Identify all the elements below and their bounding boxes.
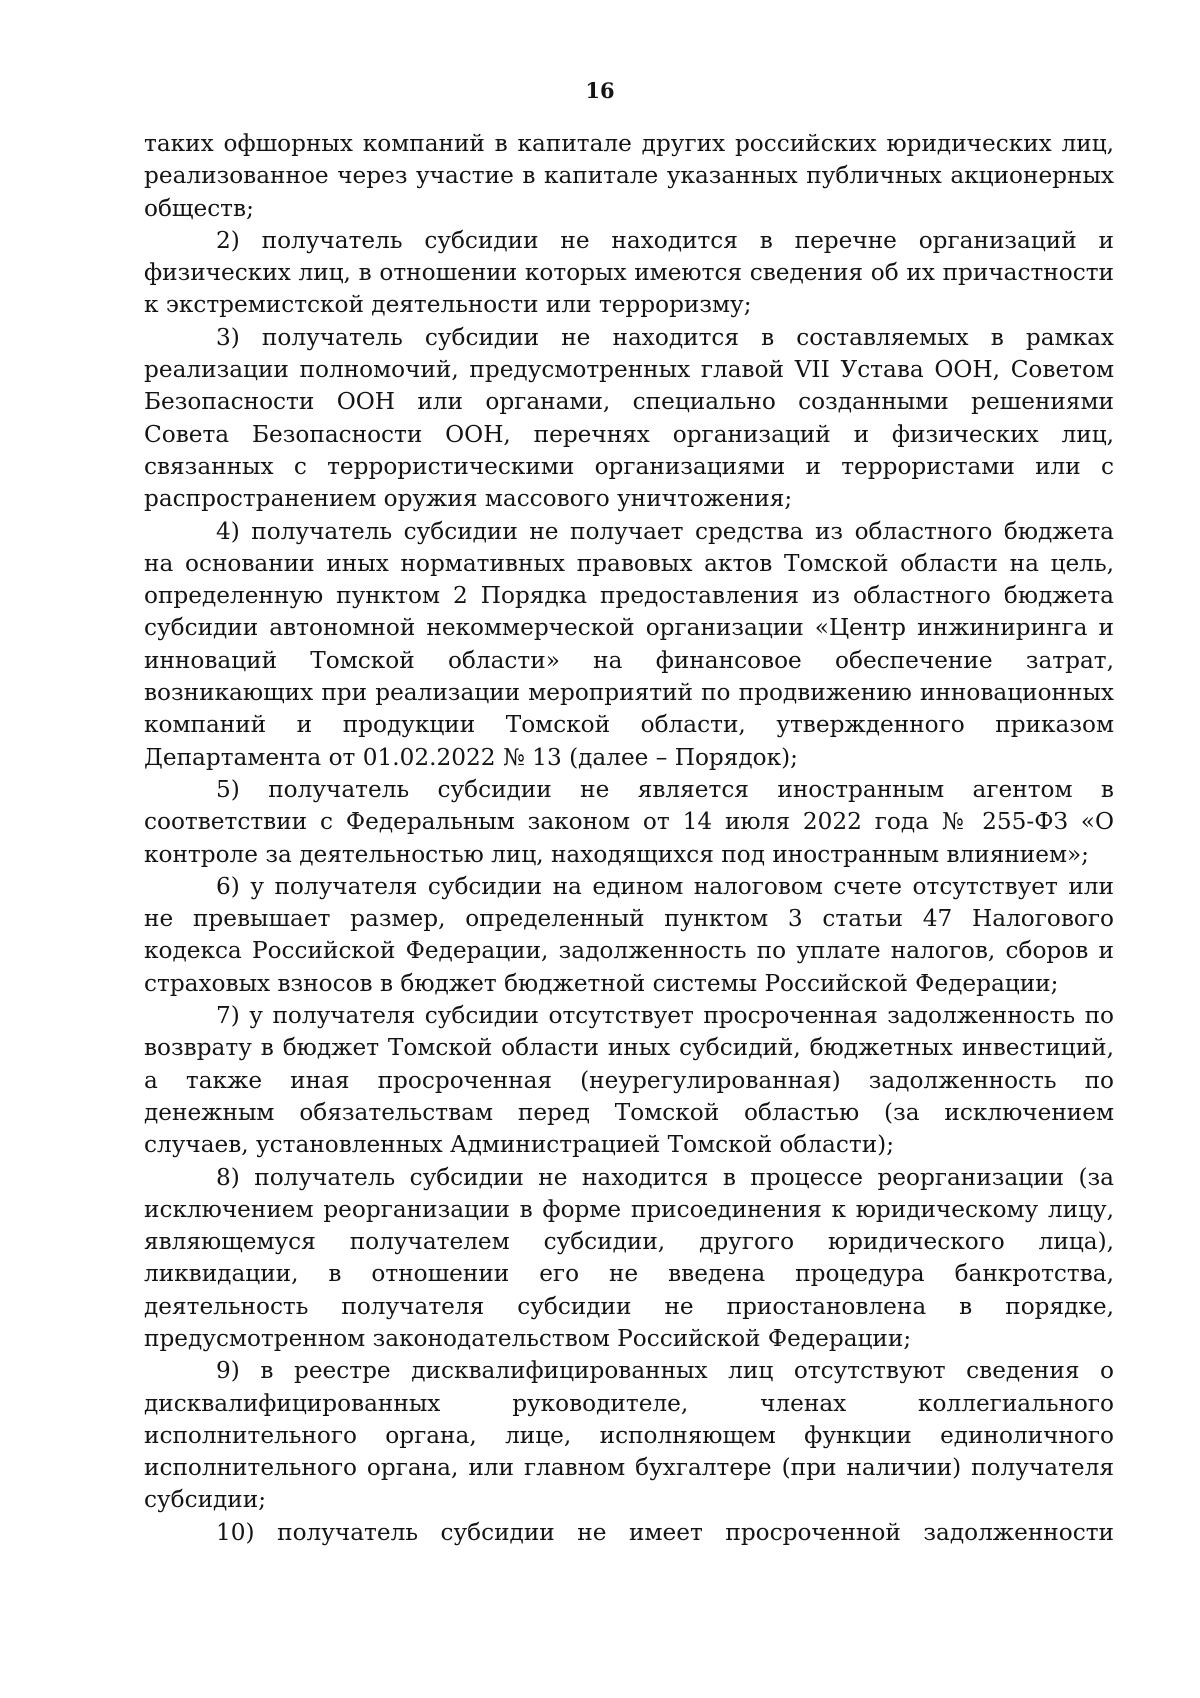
- page-number: 16: [585, 78, 615, 103]
- paragraph-item-7: 7) у получателя субсидии отсутствует просроченная задолженность по возврату в бюджет Томской области иных субсидий, бюджетных инвестиций, а также иная просроченная (неурегулированная) задолженность по денежным обязательствам перед Томской областью (за исключением случаев, установленных Администрацией Томской области);: [144, 1002, 1114, 1159]
- paragraph-item-10: 10) получатель субсидии не имеет просроченной задолженности: [216, 1518, 1114, 1546]
- paragraph-item-8: 8) получатель субсидии не находится в процессе реорганизации (за исключением реорганизации в форме присоединения к юридическому лицу, являющемуся получателем субсидии, другого юридического лица), ликвидации, в отношении его не введена процедура банкротства, деятельность получателя субсидии не приостановлена в порядке, предусмотренном законодательством Российской Федерации;: [144, 1163, 1114, 1352]
- paragraph-item-2: 2) получатель субсидии не находится в перечне организаций и физических лиц, в отношении которых имеются сведения об их причастности к экстремистской деятельности или терроризму;: [144, 226, 1114, 319]
- paragraph-item-3: 3) получатель субсидии не находится в составляемых в рамках реализации полномочий, предусмотренных главой VII Устава ООН, Советом Безопасности ООН или органами, специально созданными решениями Совета Безопасности ООН, перечнях организаций и физических лиц, связанных с террористическими организациями и террористами или с распространением оружия массового уничтожения;: [144, 323, 1114, 513]
- paragraph-item-4: 4) получатель субсидии не получает средства из областного бюджета на основании иных нормативных правовых актов Томской области на цель, определенную пунктом 2 Порядка предоставления из областного бюджета субсидии автономной некоммерческой организации «Центр инжиниринга и инноваций Томской области» на финансовое обеспечение затрат, возникающих при реализации мероприятий по продвижению инновационных компаний и продукции Томской области, утвержденного приказом Департамента от 01.02.2022 № 13 (далее – Порядок);: [144, 517, 1114, 771]
- paragraph-continuation: таких офшорных компаний в капитале других российских юридических лиц, реализованное через участие в капитале указанных публичных акционерных обществ;: [144, 130, 1114, 222]
- paragraph-item-6: 6) у получателя субсидии на едином налоговом счете отсутствует или не превышает размер, определенный пунктом 3 статьи 47 Налогового кодекса Российской Федерации, задолженность по уплате налогов, сборов и страховых взносов в бюджет бюджетной системы Российской Федерации;: [144, 872, 1114, 997]
- document-body: [144, 128, 1114, 1549]
- paragraph-item-9: 9) в реестре дисквалифицированных лиц отсутствуют сведения о дисквалифицированных руководителе, членах коллегиального исполнительного органа, лице, исполняющем функции единоличного исполнительного органа, или главном бухгалтере (при наличии) получателя субсидии;: [144, 1357, 1114, 1514]
- paragraph-item-5: 5) получатель субсидии не является иностранным агентом в соответствии с Федеральным законом от 14 июля 2022 года № 255-ФЗ «О контроле за деятельностью лиц, находящихся под иностранным влиянием»;: [144, 775, 1114, 868]
